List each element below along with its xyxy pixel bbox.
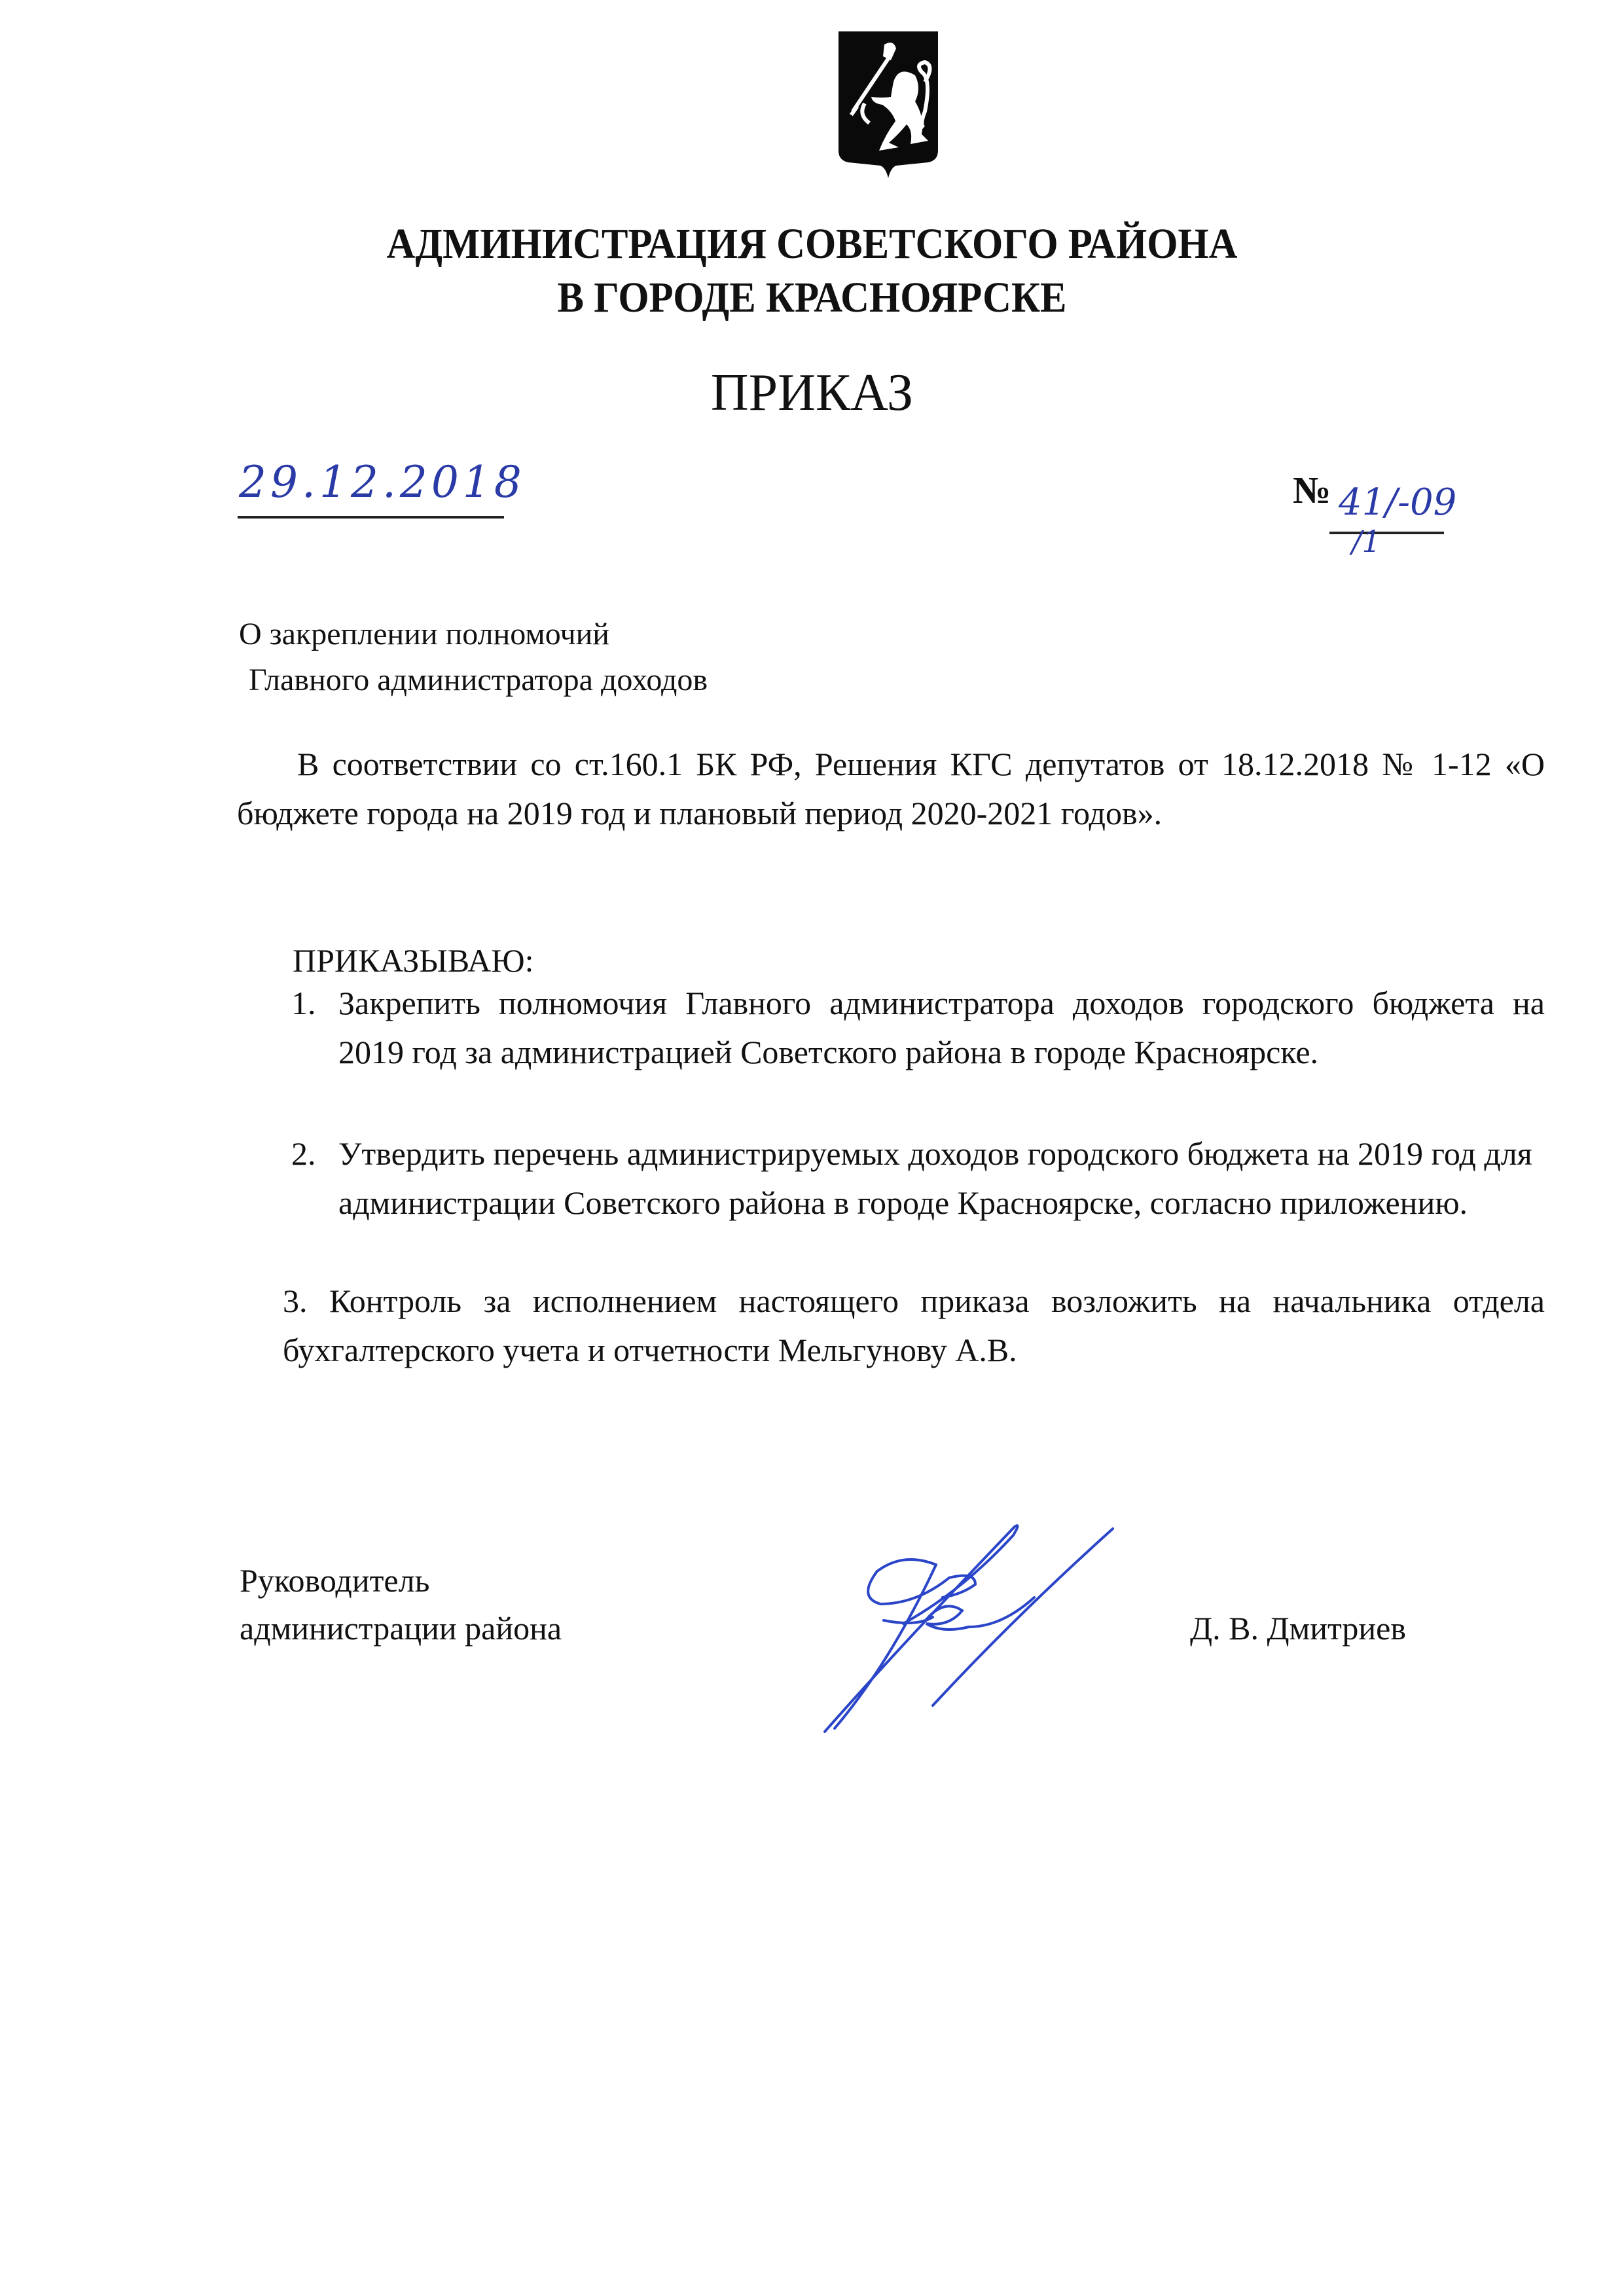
organization-name-line2: В ГОРОДЕ КРАСНОЯРСКЕ: [557, 274, 1067, 321]
order-item: [291, 979, 1545, 1077]
order-item-body: Контроль за исполнением настоящего приказа возложить на начальника отдела бухгалтерского учета и отчетности Мельгунову А.В.: [283, 1283, 1545, 1368]
order-item-number: 2.: [291, 1135, 316, 1172]
organization-name-line1: АДМИНИСТРАЦИЯ СОВЕТСКОГО РАЙОНА: [386, 220, 1238, 268]
order-item-number: 3.: [283, 1283, 308, 1319]
order-item: [291, 1129, 1545, 1228]
signatory-position-line2: администрации района: [240, 1610, 562, 1647]
subject-line2: Главного администратора доходов: [249, 663, 708, 697]
preamble-paragraph: [237, 740, 1545, 838]
order-item-text: [283, 1277, 1545, 1375]
order-heading: ПРИКАЗЫВАЮ:: [293, 942, 534, 979]
coat-of-arms-icon: [833, 26, 943, 180]
order-item-text: Утвердить перечень администрируемых доходов городского бюджета на 2019 год для администрации Советского района в городе Красноярске, согласно приложению.: [338, 1135, 1532, 1221]
order-item: [283, 1277, 1545, 1375]
subject-line1: О закреплении полномочий: [239, 617, 609, 651]
handwritten-date: 29.12.2018: [239, 457, 526, 507]
date-field: [232, 452, 526, 524]
handwritten-number-suffix: /1: [1352, 524, 1381, 559]
signatory-name: Д. В. Дмитриев: [1190, 1610, 1406, 1647]
order-item-number: 1.: [291, 985, 316, 1021]
number-underline: [1329, 532, 1444, 534]
document-type-title: ПРИКАЗ: [710, 364, 914, 422]
handwritten-signature-icon: [818, 1506, 1146, 1768]
date-underline: [238, 516, 504, 519]
signatory-position-line1: Руководитель: [240, 1562, 430, 1599]
preamble-text: В соответствии со ст.160.1 БК РФ, Решения КГС депутатов от 18.12.2018 № 1-12 «О бюджете города на 2019 год и плановый период 2020-2021 годов».: [237, 746, 1545, 831]
handwritten-number: 41/-09: [1339, 481, 1457, 524]
order-item-text: Закрепить полномочия Главного администратора доходов городского бюджета на 2019 год за администрацией Советского района в городе Красноярске.: [338, 985, 1545, 1070]
document-number-field: [1293, 468, 1489, 560]
number-sign: №: [1293, 469, 1331, 511]
